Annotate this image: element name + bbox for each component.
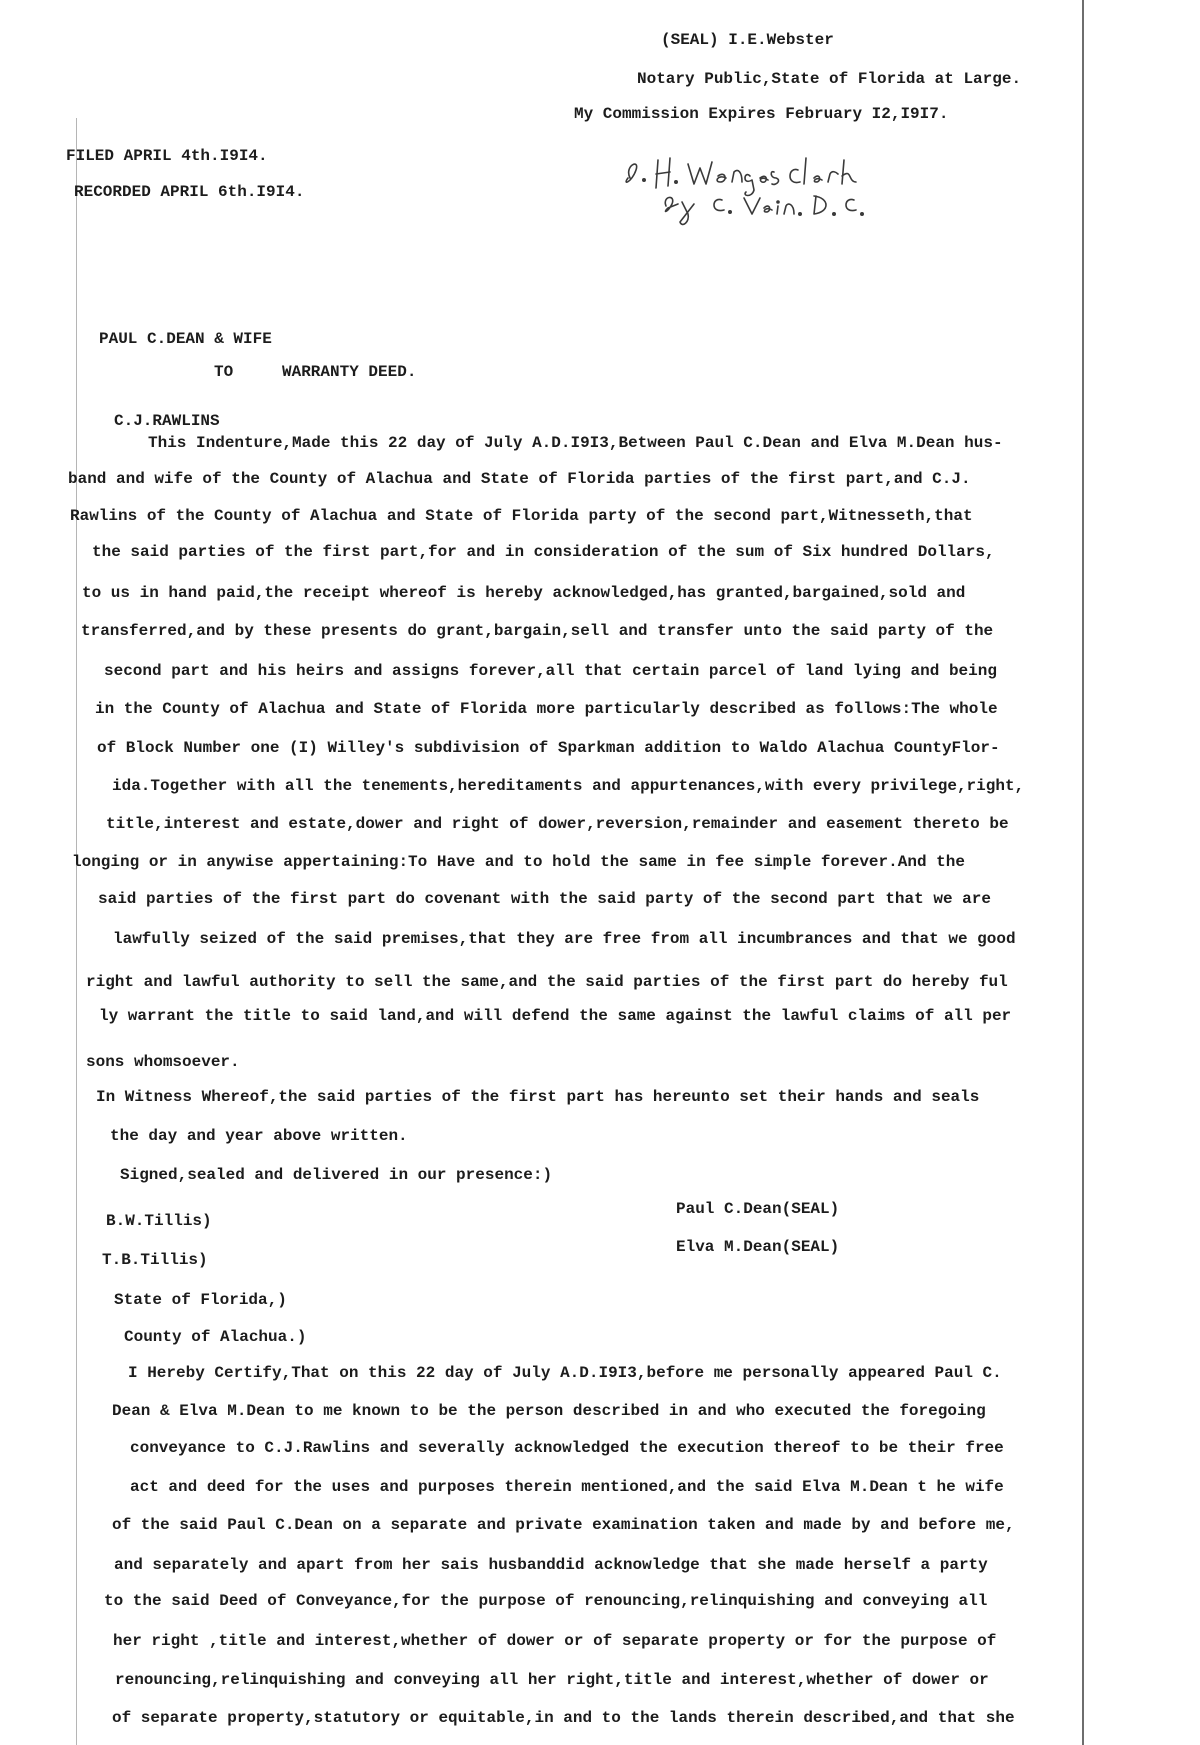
certificate-line: and separately and apart from her sais husbanddid acknowledge that she made herself a party [114, 1556, 988, 1574]
witness-2: T.B.Tillis) [102, 1251, 208, 1269]
body-line: ida.Together with all the tenements,hereditaments and appurtenances,with every privilege,right, [112, 777, 1025, 795]
body-line: the day and year above written. [110, 1127, 408, 1145]
page-edge-line [1082, 0, 1084, 1745]
notary-commission-line: My Commission Expires February I2,I9I7. [574, 105, 949, 123]
certificate-line: of separate property,statutory or equitable,in and to the lands therein described,and that she [112, 1709, 1015, 1727]
certificate-line: I Hereby Certify,That on this 22 day of July A.D.I9I3,before me personally appeared Paul C. [128, 1364, 1002, 1382]
body-line: longing or in anywise appertaining:To Have and to hold the same in fee simple forever.And the [72, 853, 965, 871]
body-line: lawfully seized of the said premises,that they are free from all incumbrances and that we good [113, 930, 1016, 948]
certificate-line: to the said Deed of Conveyance,for the purpose of renouncing,relinquishing and conveying all [104, 1592, 988, 1610]
body-line: in the County of Alachua and State of Florida more particularly described as follows:The whole [95, 700, 998, 718]
body-line: the said parties of the first part,for and in consideration of the sum of Six hundred Dollars, [92, 543, 995, 561]
left-margin-line [76, 118, 77, 1745]
caption-grantee: C.J.RAWLINS [114, 412, 220, 430]
certificate-line: act and deed for the uses and purposes therein mentioned,and the said Elva M.Dean t he wife [130, 1478, 1004, 1496]
body-line: ly warrant the title to said land,and will defend the same against the lawful claims of all per [99, 1007, 1012, 1025]
body-line: band and wife of the County of Alachua and State of Florida parties of the first part,and C.J. [68, 470, 971, 488]
body-line: Rawlins of the County of Alachua and State of Florida party of the second part,Witnesseth,that [70, 507, 973, 525]
body-line: In Witness Whereof,the said parties of the first part has hereunto set their hands and seals [96, 1088, 980, 1106]
caption-to: TO [214, 363, 234, 381]
venue-county: County of Alachua.) [124, 1328, 307, 1346]
body-line: title,interest and estate,dower and right of dower,reversion,remainder and easement thereto be [106, 815, 1009, 833]
certificate-line: conveyance to C.J.Rawlins and severally acknowledged the execution thereof to be their free [130, 1439, 1004, 1457]
filed-date: FILED APRIL 4th.I9I4. [66, 147, 268, 165]
witness-1: B.W.Tillis) [106, 1212, 212, 1230]
body-line: This Indenture,Made this 22 day of July A.D.I9I3,Between Paul C.Dean and Elva M.Dean hus- [148, 434, 1003, 452]
clerk-signature [622, 148, 952, 238]
body-line: second part and his heirs and assigns forever,all that certain parcel of land lying and being [104, 662, 997, 680]
notary-title-line: Notary Public,State of Florida at Large. [637, 70, 1022, 88]
certificate-line: Dean & Elva M.Dean to me known to be the person described in and who executed the foregoing [112, 1402, 986, 1420]
body-line: said parties of the first part do covenant with the said party of the second part that we are [98, 890, 991, 908]
venue-state: State of Florida,) [114, 1291, 287, 1309]
body-line: of Block Number one (I) Willey's subdivision of Sparkman addition to Waldo Alachua CountyFlor- [97, 739, 1000, 757]
certificate-line: renouncing,relinquishing and conveying all her right,title and interest,whether of dower or [115, 1671, 989, 1689]
signer-2: Elva M.Dean(SEAL) [676, 1238, 840, 1256]
notary-seal-line: (SEAL) I.E.Webster [661, 31, 834, 49]
body-line: right and lawful authority to sell the same,and the said parties of the first part do hereby ful [86, 973, 1008, 991]
signing-intro: Signed,sealed and delivered in our presence:) [120, 1166, 553, 1184]
certificate-line: her right ,title and interest,whether of dower or of separate property or for the purpose of [113, 1632, 997, 1650]
signer-1: Paul C.Dean(SEAL) [676, 1200, 840, 1218]
body-line: to us in hand paid,the receipt whereof is hereby acknowledged,has granted,bargained,sold and [82, 584, 966, 602]
body-line: transferred,and by these presents do grant,bargain,sell and transfer unto the said party of the [81, 622, 994, 640]
caption-grantor: PAUL C.DEAN & WIFE [99, 330, 272, 348]
recorded-date: RECORDED APRIL 6th.I9I4. [74, 183, 305, 201]
caption-deed-type: WARRANTY DEED. [282, 363, 417, 381]
certificate-line: of the said Paul C.Dean on a separate and private examination taken and made by and before me, [112, 1516, 1015, 1534]
body-line: sons whomsoever. [86, 1053, 240, 1071]
